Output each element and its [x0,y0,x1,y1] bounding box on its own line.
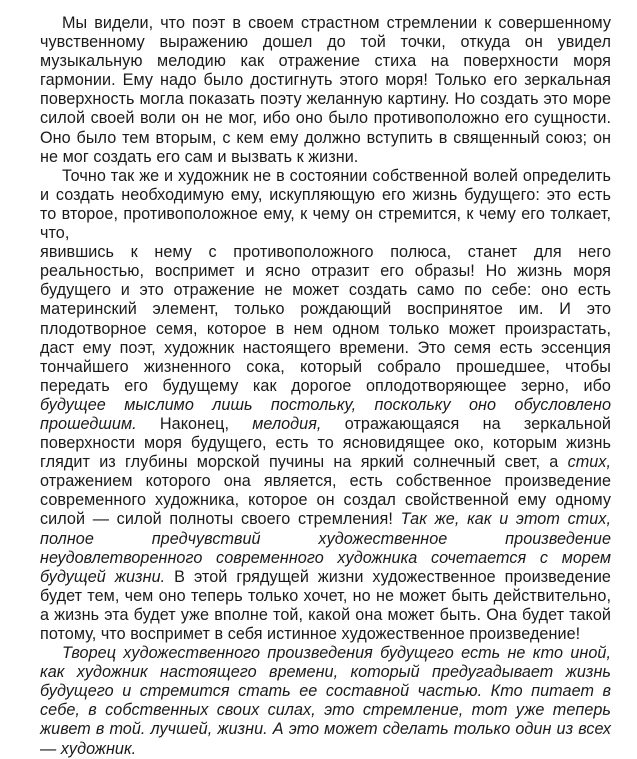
italic-text-run: Творец художественного произведения будущего есть не кто иной, как художник настоящего времени, который предугадывает жизнь будущего и стремится стать ее составной частью. Кто питает в себе, в собственных своих силах, это стремление, тот уже теперь живет в той. лучшей, жизни. А это может сделать только один из всех — художник. [40,644,611,758]
italic-text-run: мелодия, [252,414,322,433]
italic-text-run: стих, [567,453,611,472]
paragraph-1 [40,14,611,167]
text-run: отражающаяся на зеркальной поверхности моря будущего, есть то ясновидящее око, которым жизнь глядит из глубины морской пучины на яркий солнечный свет, а [40,414,611,472]
text-run: Точно так же и художник не в состоянии собственной волей определить и создать необходимую ему, искупляющую его жизнь будущего: это есть то второе, противоположное ему, к чему он стремится, к чему его толкает, что, [40,166,611,243]
italic-text-run: Так же, как и этот стих, полное предчувствий художественное произведение неудовлетворенного современного художника сочетается с морем будущей жизни. [40,510,611,586]
document-page [40,14,611,759]
text-run: явившись к нему с противоположного полюса, станет для него реальностью, воспримет и ясно отразит его образы! Но жизнь моря будущего и это отражение не может создать само по себе: оно есть материнский элемент, только рождающий воспринятое им. И это плодотворное семя, которое в нем одном только может произрастать, даст ему поэт, художник настоящего времени. Это семя есть эссенция тончайшего жизненного сока, который собрало прошедшее, чтобы передать его будущему как дорогое оплодотворяющее зерно, ибо [40,243,611,395]
text-run: Наконец, [136,414,253,433]
text-run: В этой грядущей жизни художественное произведение будет тем, чем оно теперь только хочет, но не может быть действительно, а жизнь эта будет уже вполне той, какой она может быть. Она будет такой потому, что воспримет в себя истинное художественное произведение! [40,567,611,643]
text-run: Мы видели, что поэт в своем страстном стремлении к совершенному чувственному выражению дошел до той точки, откуда он увидел музыкальную мелодию как отражение стиха на поверхности моря гармонии. Ему надо было достигнуть этого моря! Только его зеркальная поверхность могла показать поэту желанную картину. Но создать это море силой своей воли он не мог, ибо оно было противоположно его сущности. Оно было тем вторым, с кем ему должно вступить в священный союз; он не мог создать его сам и вызвать к жизни. [40,14,611,166]
text-run: отражением которого она является, есть собственное произведение современного художника, которое он создал свойственной ему одному силой — силой полноты своего стремления! [40,472,611,529]
paragraph-3 [40,243,611,644]
paragraph-4 [40,644,611,759]
paragraph-2 [40,167,611,243]
italic-text-run: будущее мыслимо лишь постольку, поскольку оно обусловлено прошедшим. [40,395,611,433]
